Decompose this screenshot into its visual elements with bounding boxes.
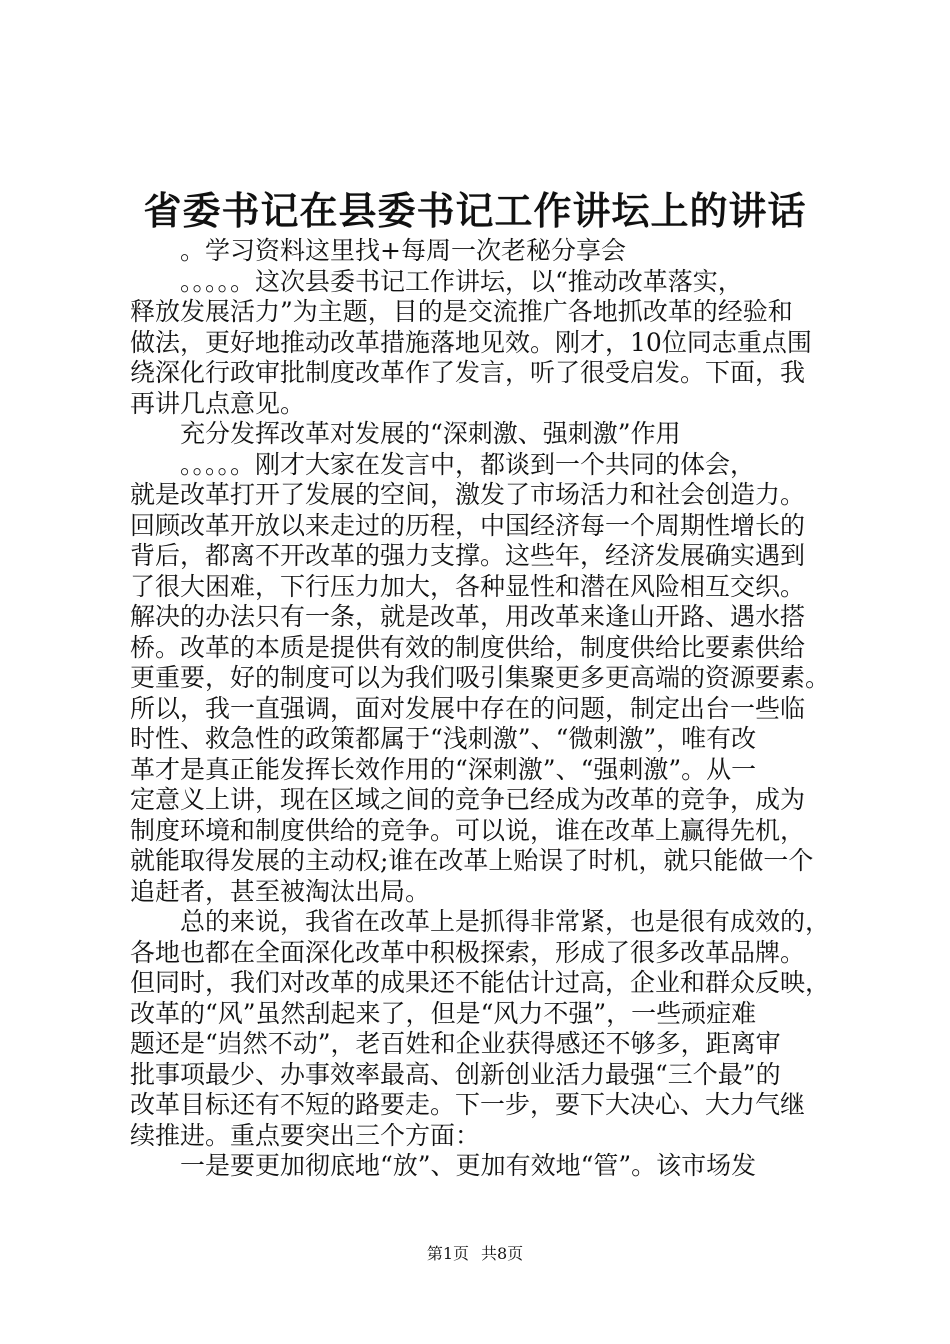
page-number: 第1页 <box>426 1244 469 1263</box>
text-line: 了很大困难，下行压力加大，各种显性和潜在风险相互交织。 <box>130 571 806 601</box>
text-line: 就是改革打开了发展的空间，激发了市场活力和社会创造力。 <box>130 480 806 509</box>
text-line: 革才是真正能发挥长效作用的“深刺激”、“强刺激”。从一 <box>130 754 757 784</box>
text-line: 追赶者，甚至被淘汰出局。 <box>130 876 431 906</box>
text-line: 做法，更好地推动改革措施落地见效。刚才，10位同志重点围 <box>130 327 812 357</box>
text-line: 。。。。。这次县委书记工作讲坛，以“推动改革落实， <box>180 266 743 296</box>
text-line: 时性、救急性的政策都属于“浅刺激”、“微刺激”，唯有改 <box>130 724 757 753</box>
text-line: 所以，我一直强调，面对发展中存在的问题，制定出台一些临 <box>130 693 806 723</box>
text-line: 总的来说，我省在改革上是抓得非常紧，也是很有成效的， <box>180 907 831 936</box>
text-line: 就能取得发展的主动权;谁在改革上贻误了时机，就只能做一个 <box>130 846 814 875</box>
document-title: 省委书记在县委书记工作讲坛上的讲话 <box>143 188 807 233</box>
text-line: 批事项最少、办事效率最高、创新创业活力最强“三个最”的 <box>130 1059 781 1089</box>
text-line: 各地也都在全面深化改革中积极探索，形成了很多改革品牌。 <box>130 937 806 967</box>
text-line: 制度环境和制度供给的竞争。可以说，谁在改革上赢得先机， <box>130 815 806 845</box>
text-line: 题还是“岿然不动”，老百姓和企业获得感还不够多，距离审 <box>130 1029 781 1058</box>
text-line: 解决的办法只有一条，就是改革，用改革来逢山开路、遇水搭 <box>130 602 806 631</box>
text-line: 释放发展活力”为主题，目的是交流推广各地抓改革的经验和 <box>130 297 793 326</box>
page-total: 共8页 <box>481 1244 524 1263</box>
document-body <box>130 236 850 1182</box>
text-line: 续推进。重点要突出三个方面： <box>130 1120 481 1150</box>
text-line: 。学习资料这里找+每周一次老秘分享会 <box>180 236 626 265</box>
text-line: 改革目标还有不短的路要走。下一步，要下大决心、大力气继 <box>130 1090 806 1119</box>
text-line: 绕深化行政审批制度改革作了发言，听了很受启发。下面，我 <box>130 358 806 387</box>
text-line: 桥。改革的本质是提供有效的制度供给，制度供给比要素供给 <box>130 632 806 662</box>
text-line: 再讲几点意见。 <box>130 388 306 418</box>
text-line: 改革的“风”虽然刮起来了，但是“风力不强”，一些顽症难 <box>130 998 757 1028</box>
text-line: 背后，都离不开改革的强力支撑。这些年，经济发展确实遇到 <box>130 541 806 570</box>
text-line: 充分发挥改革对发展的“深刺激、强刺激”作用 <box>180 419 681 448</box>
text-line: 但同时，我们对改革的成果还不能估计过高，企业和群众反映， <box>130 968 831 997</box>
text-line: 。。。。。刚才大家在发言中，都谈到一个共同的体会， <box>180 449 756 479</box>
text-line: 一是要更加彻底地“放”、更加有效地“管”。该市场发 <box>180 1151 757 1180</box>
page-footer <box>0 1244 950 1264</box>
text-line: 更重要，好的制度可以为我们吸引集聚更多更高端的资源要素。 <box>130 663 831 692</box>
text-line: 回顾改革开放以来走过的历程，中国经济每一个周期性增长的 <box>130 510 806 540</box>
text-line: 定意义上讲，现在区域之间的竞争已经成为改革的竞争，成为 <box>130 785 806 814</box>
